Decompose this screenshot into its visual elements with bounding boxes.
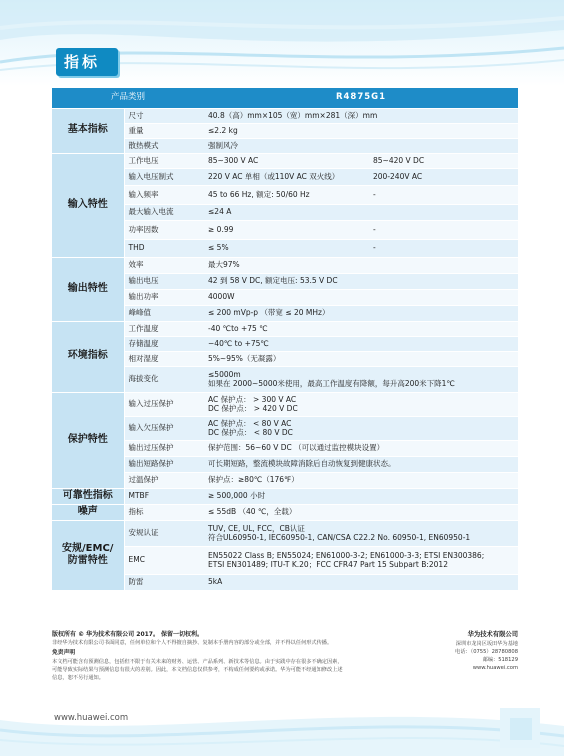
spec-value	[204, 305, 518, 321]
spec-label: 重量	[124, 123, 204, 138]
spec-value-alt: -	[369, 185, 518, 204]
notice-text-3: 信息，恕不另行通知。	[52, 675, 104, 682]
category-cell: 输入特性	[52, 153, 124, 257]
spec-label: 输出短路保护	[124, 456, 204, 472]
spec-value	[204, 185, 369, 204]
spec-label: MTBF	[124, 488, 204, 504]
table-row	[52, 153, 518, 168]
spec-value	[204, 289, 518, 305]
spec-value	[204, 351, 518, 366]
table-row	[52, 108, 518, 123]
category-cell: 输出特性	[52, 257, 124, 321]
spec-value	[204, 168, 369, 185]
spec-value-line: 最大97%	[208, 260, 240, 270]
spec-value-line: 5kA	[208, 577, 223, 587]
footer-left	[52, 630, 382, 683]
spec-value-alt: -	[369, 220, 518, 239]
spec-label: 存储温度	[124, 336, 204, 351]
spec-value-line: ≥ 0.99	[208, 224, 234, 234]
spec-value-line: 强制风冷	[208, 140, 239, 150]
notice-text-2: 可能导致实际结果与预测信息有很大的差别。因此，本文档信息仅供参考，不构成任何要约或承诺。华为可能不经通知修改上述	[52, 667, 343, 674]
spec-label: 输入电压制式	[124, 168, 204, 185]
spec-value	[204, 239, 369, 257]
spec-value	[204, 472, 518, 488]
category-label-line: 防雷特性	[67, 555, 108, 566]
spec-value	[204, 336, 518, 351]
table-row	[52, 520, 518, 546]
spec-value	[204, 108, 518, 123]
spec-value-line: ≤ 200 mVp-p （带宽 ≤ 20 MHz）	[208, 308, 330, 318]
spec-value	[204, 220, 369, 239]
category-cell: 可靠性指标	[52, 488, 124, 504]
spec-value	[204, 257, 518, 273]
spec-label: 输出功率	[124, 289, 204, 305]
spec-label: 最大输入电流	[124, 204, 204, 220]
spec-label: 安规认证	[124, 520, 204, 546]
spec-value-line: AC 保护点： > 300 V AC	[208, 394, 297, 404]
header-model: R4875G1	[204, 88, 518, 108]
category-cell: 环境指标	[52, 321, 124, 392]
spec-value-line: 4000W	[208, 292, 235, 302]
spec-value-line: 85~300 V AC	[208, 155, 259, 165]
spec-value-line: 可长期短路，整流模块故障消除后自动恢复到健康状态。	[208, 459, 396, 469]
copyright: 版权所有 © 华为技术有限公司 2017。 保留一切权利。	[52, 631, 204, 638]
spec-value-line: TUV, CE, UL, FCC，CB认证	[208, 523, 305, 533]
table-header-row	[52, 88, 518, 108]
spec-label: 相对湿度	[124, 351, 204, 366]
table-row	[52, 321, 518, 336]
spec-value-alt: -	[369, 239, 518, 257]
notice-title: 免责声明	[52, 650, 76, 657]
spec-label: 工作温度	[124, 321, 204, 336]
spec-value-line: ≤ 55dB （40 ℃，全载）	[208, 507, 297, 517]
spec-label: 尺寸	[124, 108, 204, 123]
spec-label: EMC	[124, 546, 204, 574]
spec-value	[204, 520, 518, 546]
spec-value	[204, 366, 518, 392]
spec-value	[204, 321, 518, 336]
spec-value-line: DC 保护点： < 80 V DC	[208, 428, 293, 437]
table-row	[52, 488, 518, 504]
spec-label: THD	[124, 239, 204, 257]
bottom-website-link[interactable]: www.huawei.com	[54, 713, 129, 723]
spec-value-line: 如果在 2000~5000米使用，最高工作温度有降额，每升高200米下降1℃	[208, 379, 455, 388]
spec-value-line: ≤5000m	[208, 369, 241, 379]
spec-value-line: AC 保护点： < 80 V AC	[208, 418, 292, 428]
spec-label: 防雷	[124, 574, 204, 590]
spec-value	[204, 488, 518, 504]
company-name: 华为技术有限公司	[467, 631, 518, 638]
spec-value-line: ETSI EN301489; ITU-T K.20；FCC CFR47 Part 15 Subpart B:2012	[208, 560, 448, 569]
spec-value-line: EN55022 Class B; EN55024; EN61000-3-2; EN61000-3-3; ETSI EN300386;	[208, 550, 485, 560]
spec-value-line: DC 保护点： > 420 V DC	[208, 404, 298, 413]
category-label-line: 安规/EMC/	[62, 542, 114, 554]
spec-label: 峰峰值	[124, 305, 204, 321]
section-title: 指标	[64, 53, 101, 71]
spec-label: 指标	[124, 504, 204, 520]
company-phone: 电话：（0755）28780808	[455, 648, 518, 655]
spec-table	[52, 88, 518, 591]
spec-value-line: −40℃ to +75℃	[208, 338, 269, 348]
spec-value-alt: 200-240V AC	[369, 168, 518, 185]
spec-value	[204, 138, 518, 153]
spec-label: 工作电压	[124, 153, 204, 168]
footer-right	[368, 630, 518, 672]
spec-value-line: 符合UL60950-1, IEC60950-1, CAN/CSA C22.2 No. 60950-1, EN60950-1	[208, 533, 471, 542]
spec-label: 输入欠压保护	[124, 416, 204, 440]
spec-value-alt: 85~420 V DC	[369, 153, 518, 168]
spec-value-line: ≤2.2 kg	[208, 125, 238, 135]
spec-value	[204, 574, 518, 590]
spec-label: 输入频率	[124, 185, 204, 204]
spec-value-line: 42 到 58 V DC, 额定电压: 53.5 V DC	[208, 276, 338, 286]
spec-value	[204, 153, 369, 168]
spec-value-line: ≤24 A	[208, 207, 232, 217]
table-row	[52, 392, 518, 416]
spec-value	[204, 440, 518, 456]
spec-value-line: ≤ 5%	[208, 243, 229, 253]
company-website-link[interactable]: www.huawei.com	[472, 664, 518, 671]
spec-value-line: 220 V AC 单相（或110V AC 双火线）	[208, 171, 340, 181]
header-category: 产品类别	[52, 88, 204, 108]
spec-value	[204, 456, 518, 472]
spec-label: 输入过压保护	[124, 392, 204, 416]
table-row	[52, 504, 518, 520]
spec-label: 输出过压保护	[124, 440, 204, 456]
bottom-wave-background	[0, 690, 564, 756]
spec-label: 功率因数	[124, 220, 204, 239]
spec-value-line: 保护范围：56~60 V DC （可以通过监控模块设置）	[208, 443, 385, 453]
spec-value	[204, 123, 518, 138]
spec-value	[204, 204, 518, 220]
notice-text-1: 本文档可能含有预测信息，包括但不限于有关未来的财务、运营、产品系列、新技术等信息。由于实践中存在很多不确定因素，	[52, 659, 343, 666]
spec-value-line: -40 ℃to +75 ℃	[208, 323, 268, 333]
spec-value-line: ≥ 500,000 小时	[208, 491, 266, 501]
table-row	[52, 257, 518, 273]
spec-value	[204, 392, 518, 416]
spec-label: 输出电压	[124, 273, 204, 289]
spec-label: 效率	[124, 257, 204, 273]
spec-value-line: 45 to 66 Hz, 额定: 50/60 Hz	[208, 189, 310, 199]
spec-value	[204, 546, 518, 574]
spec-value-line: 40.8（高）mm×105（宽）mm×281（深）mm	[208, 110, 378, 120]
company-address: 深圳市龙岗区坂田华为基地	[455, 640, 518, 647]
spec-value-line: 保护点：≥80℃（176℉）	[208, 475, 299, 485]
spec-value-line: 5%~95%（无凝露）	[208, 353, 281, 363]
spec-label: 海拔变化	[124, 366, 204, 392]
spec-label: 过温保护	[124, 472, 204, 488]
category-cell: 基本指标	[52, 108, 124, 153]
spec-value	[204, 504, 518, 520]
spec-value	[204, 273, 518, 289]
category-cell: 保护特性	[52, 392, 124, 488]
category-cell	[52, 520, 124, 590]
category-cell: 噪声	[52, 504, 124, 520]
company-postcode: 邮编：518129	[482, 656, 518, 663]
spec-label: 散热模式	[124, 138, 204, 153]
spec-value	[204, 416, 518, 440]
copyright-detail: 非经华为技术有限公司书面同意，任何单位和个人不得擅自摘抄、复制本手册内容的部分或全部，并不得以任何形式传播。	[52, 640, 333, 647]
